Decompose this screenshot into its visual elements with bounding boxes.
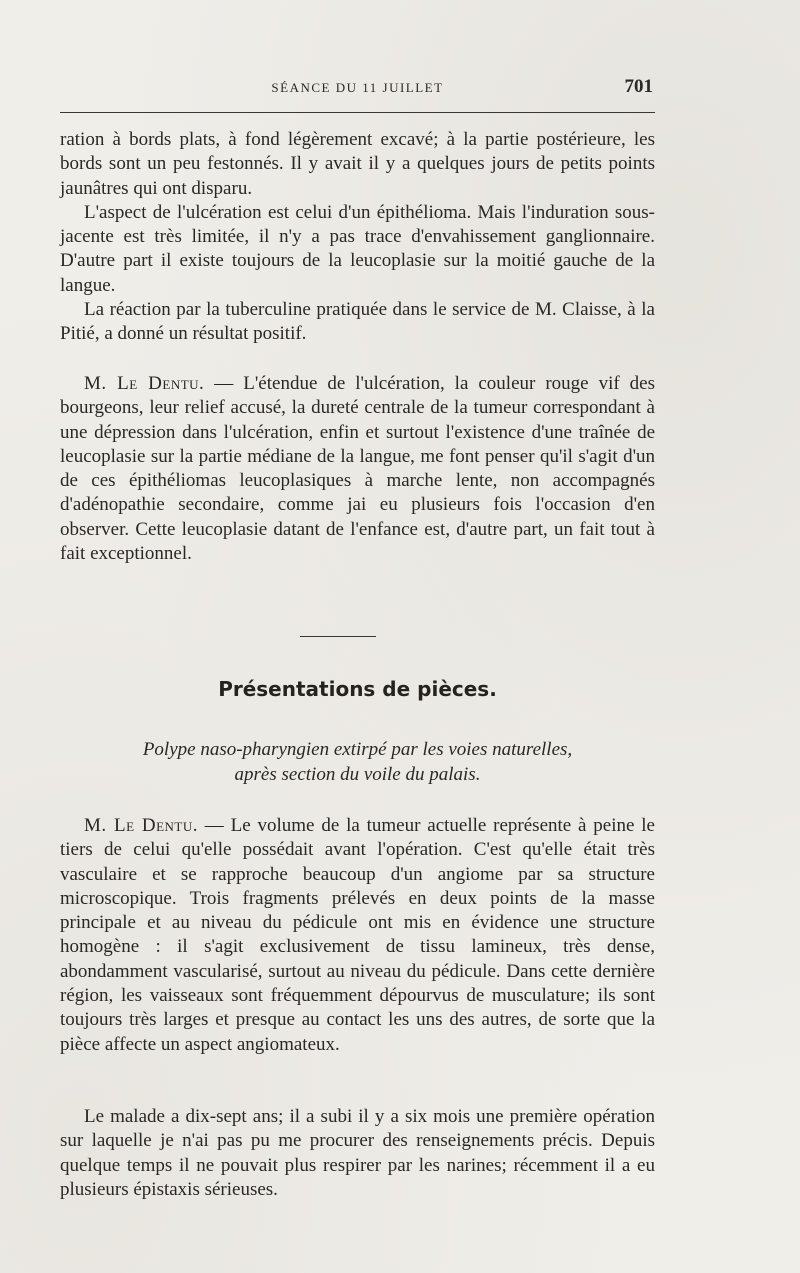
page-number: 701: [624, 76, 653, 97]
paragraph: ration à bords plats, à fond légèrement excavé; à la partie postérieure, les bords sont un peu festonnés. Il y avait il y a quelques jours de petits points jaunâtres qui ont disparu.: [60, 129, 655, 199]
paragraph: [60, 372, 655, 566]
paragraph: La réaction par la tuberculine pratiquée dans le service de M. Claisse, à la Pitié, a donné un résultat positif.: [60, 299, 655, 345]
text-block-patient-history: [60, 1105, 655, 1202]
text-block-case-description: [60, 128, 655, 347]
header-rule: [60, 112, 655, 113]
text-block-tumor-description: [60, 814, 655, 1057]
paragraph: L'aspect de l'ulcération est celui d'un épithélioma. Mais l'induration sous-jacente est très limitée, il n'y a pas trace d'envahissement ganglionnaire. D'autre part il existe toujours de la leucoplasie sur la moitié gauche de la langue.: [60, 201, 655, 296]
paragraph-text: — Le volume de la tumeur actuelle représente à peine le tiers de celui qu'elle possédait avant l'opération. C'est qu'elle était très vasculaire et se rapproche beaucoup d'un angiome par sa structure microscopique. Trois fragments prélevés en deux points de la masse principale et au niveau du pédicule ont mis en évidence une structure homogène : il s'agit exclusivement de tissu lamineux, très dense, abondamment vascularisé, surtout au niveau du pédicule. Dans cette dernière région, les vaisseaux sont fréquemment dépourvus de musculature; ils sont toujours très larges et presque au contact les uns des autres, de sorte que la pièce affecte un aspect angiomateux.: [60, 815, 655, 1055]
subtitle-line: Polype naso-pharyngien extirpé par les voies naturelles,: [142, 739, 573, 760]
paragraph-text: — L'étendue de l'ulcération, la couleur rouge vif des bourgeons, leur relief accusé, la dureté centrale de la tumeur correspondant à une dépression dans l'ulcération, enfin et surtout l'existence d'une traînée de leucoplasie sur la partie médiane de la langue, me font penser qu'il s'agit d'un de ces épithéliomas leucoplasiques à marche lente, non accompagnés d'adénopathie secondaire, comme jai eu plusieurs fois l'occasion d'en observer. Cette leucoplasie datant de l'enfance est, d'autre part, un fait tout à fait exceptionnel.: [60, 373, 655, 565]
subsection-title: [60, 737, 655, 787]
speaker-name: M. Le Dentu.: [84, 815, 198, 836]
speaker-name: M. Le Dentu.: [84, 373, 205, 394]
text-block-le-dentu-comment: [60, 372, 655, 566]
section-divider: [300, 636, 376, 637]
page-header: [60, 78, 655, 102]
subtitle-line: après section du voile du palais.: [234, 764, 481, 785]
section-heading: Présentations de pièces.: [218, 677, 497, 701]
paragraph: Le malade a dix-sept ans; il a subi il y a six mois une première opération sur laquelle je n'ai pas pu me procurer des renseignements précis. Depuis quelque temps il ne pouvait plus respirer par les narines; récemment il a eu plusieurs épistaxis sérieuses.: [60, 1106, 655, 1200]
paragraph: [60, 814, 655, 1057]
running-head: SÉANCE DU 11 JUILLET: [271, 80, 444, 95]
